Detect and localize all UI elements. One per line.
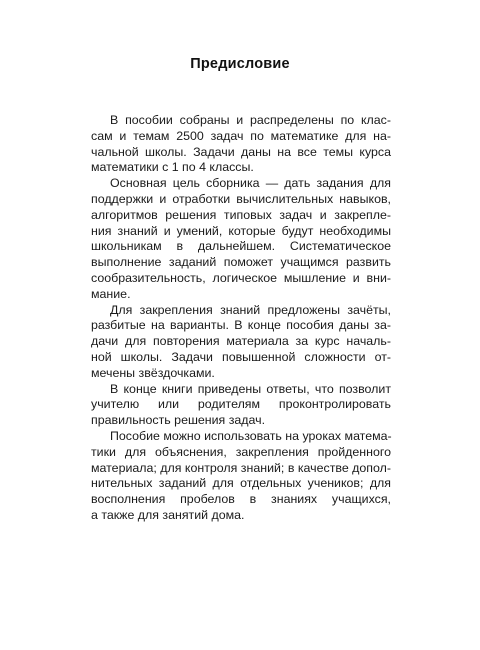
paragraph-2 [91, 176, 391, 302]
text-line: школьникам в дальнейшем. Систематическое [91, 239, 391, 254]
text-line: Для закрепления знаний предложены зачёты, [110, 302, 391, 317]
paragraph-5 [91, 429, 391, 524]
text-line: нительных заданий для отдельных учеников; для [91, 476, 391, 491]
text-line: Пособие можно использовать на уроках матема- [110, 428, 392, 443]
page-title: Предисловие [190, 56, 290, 72]
text-line: материала; для контроля знаний; в качестве допол- [91, 460, 391, 475]
text-line: сам и темам 2500 задач по математике для на- [91, 128, 391, 143]
text-line: мание. [91, 286, 131, 301]
text-line: сообразительность, логическое мышление и вни- [91, 270, 391, 285]
text-line: разбитые на варианты. В конце пособия даны за- [91, 318, 391, 333]
text-line: тики для объяснения, закрепления пройденного [91, 444, 391, 459]
text-line: ния знаний и умений, которые будут необходимы [91, 223, 391, 238]
text-line: мечены звёздочками. [91, 365, 215, 380]
text-line: а также для занятий дома. [91, 507, 245, 522]
text-line: выполнение заданий поможет учащимся развить [91, 255, 391, 270]
text-line: В пособии собраны и распределены по клас- [110, 113, 391, 127]
text-line: математики с 1 по 4 классы. [91, 160, 254, 175]
text-line: ной школы. Задачи повышенной сложности от- [91, 349, 391, 364]
text-line: Основная цель сборника — дать задания для [110, 176, 391, 191]
paragraph-3 [91, 303, 391, 382]
text-line: дачи для повторения материала за курс началь- [91, 334, 391, 349]
text-line: правильность решения задач. [91, 413, 266, 428]
paragraph-1 [91, 113, 391, 176]
text-line: учителю или родителям проконтролировать [91, 397, 391, 412]
text-line: чальной школы. Задачи даны на все темы курса [91, 144, 391, 159]
text-line: поддержки и отработки вычислительных навыков, [91, 191, 391, 206]
text-line: алгоритмов решения типовых задач и закрепле- [91, 207, 391, 222]
paragraph-4 [91, 382, 391, 429]
text-line: В конце книги приведены ответы, что позволит [110, 381, 391, 396]
preface-body [91, 113, 391, 524]
text-line: восполнения пробелов в знаниях учащихся, [91, 492, 391, 507]
